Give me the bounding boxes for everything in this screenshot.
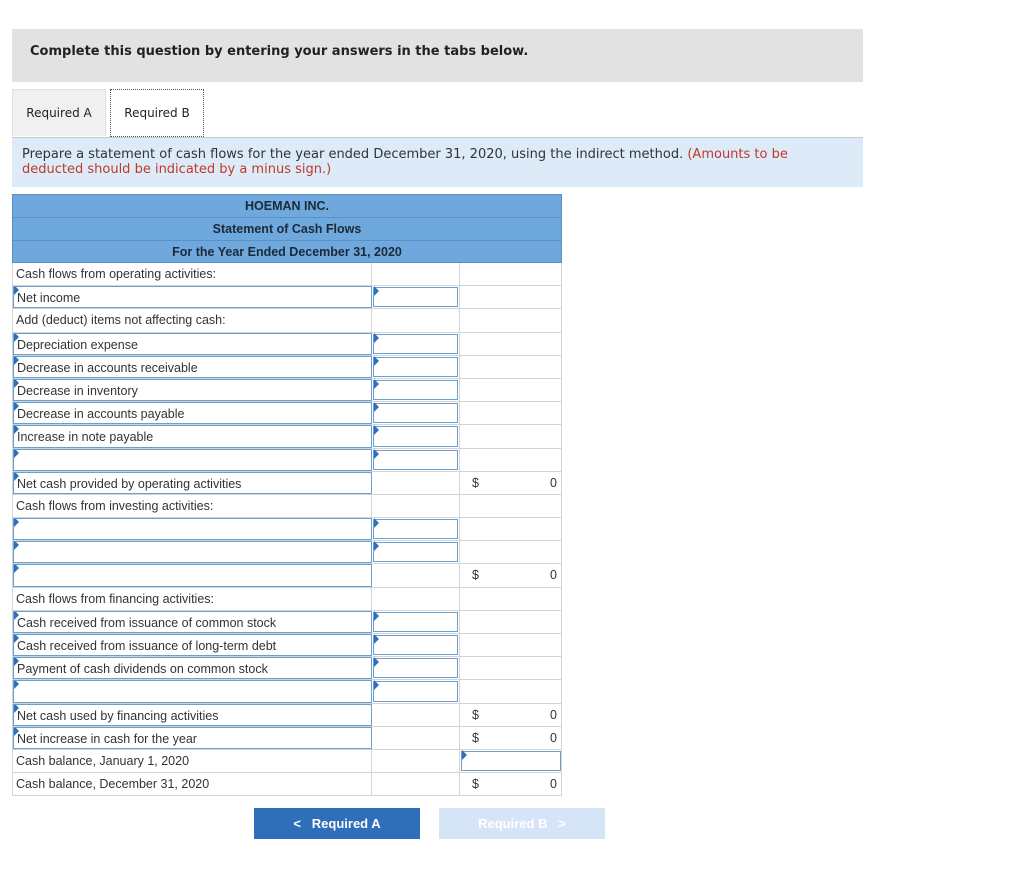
dropdown-marker-icon	[14, 657, 19, 666]
total-cell	[460, 449, 562, 471]
dropdown-marker-icon	[14, 425, 19, 434]
total-cell	[460, 680, 562, 702]
total-cell	[460, 263, 562, 285]
row-label[interactable]: Net cash used by financing activities	[13, 704, 372, 726]
statement-row	[12, 333, 562, 356]
row-label: Cash flows from operating activities:	[13, 263, 372, 285]
total-cell[interactable]	[460, 750, 562, 772]
input-marker-icon	[374, 449, 379, 459]
row-label[interactable]: Decrease in inventory	[13, 379, 372, 401]
amount-cell[interactable]	[372, 680, 460, 702]
prev-button[interactable]	[254, 808, 420, 839]
amount-cell	[372, 588, 460, 610]
total-cell	[460, 472, 562, 494]
amount-input[interactable]	[373, 450, 458, 470]
beginning-balance-input[interactable]	[461, 751, 561, 771]
total-cell	[460, 611, 562, 633]
statement-row	[12, 402, 562, 425]
total-value: 0	[550, 730, 557, 745]
total-cell	[460, 425, 562, 447]
total-cell	[460, 333, 562, 355]
input-marker-icon	[374, 379, 379, 389]
dropdown-marker-icon	[14, 286, 19, 295]
input-marker-icon	[374, 634, 379, 644]
row-label: Cash balance, January 1, 2020	[13, 750, 372, 772]
amount-cell[interactable]	[372, 333, 460, 355]
statement-row	[12, 704, 562, 727]
total-cell	[460, 309, 562, 331]
statement-row	[12, 727, 562, 750]
total-cell	[460, 727, 562, 749]
row-label[interactable]	[13, 564, 372, 586]
tab-bar	[12, 89, 863, 138]
amount-cell	[372, 704, 460, 726]
total-cell	[460, 356, 562, 378]
dropdown-marker-icon	[14, 472, 19, 481]
amount-cell[interactable]	[372, 402, 460, 424]
statement-row	[12, 309, 562, 332]
statement-row	[12, 657, 562, 680]
input-marker-icon	[374, 541, 379, 551]
input-marker-icon	[462, 750, 467, 760]
row-label: Add (deduct) items not affecting cash:	[13, 309, 372, 331]
input-marker-icon	[374, 402, 379, 412]
amount-cell[interactable]	[372, 286, 460, 308]
amount-cell[interactable]	[372, 541, 460, 563]
amount-input[interactable]	[373, 542, 458, 562]
banner-text: Complete this question by entering your answers in the tabs below.	[30, 44, 529, 59]
input-marker-icon	[374, 286, 379, 296]
amount-input[interactable]	[373, 357, 458, 377]
total-cell	[460, 495, 562, 517]
input-marker-icon	[374, 680, 379, 690]
amount-cell	[372, 750, 460, 772]
statement-row	[12, 286, 562, 309]
amount-input[interactable]	[373, 426, 458, 446]
dropdown-marker-icon	[14, 518, 19, 527]
cash-flow-statement	[12, 194, 562, 796]
chevron-left-icon: <	[293, 816, 301, 831]
dropdown-marker-icon	[14, 449, 19, 458]
row-label[interactable]	[13, 518, 372, 540]
amount-cell	[372, 309, 460, 331]
amount-input[interactable]	[373, 658, 458, 678]
input-marker-icon	[374, 333, 379, 343]
statement-row	[12, 472, 562, 495]
total-value: 0	[550, 568, 557, 583]
input-marker-icon	[374, 425, 379, 435]
amount-input[interactable]	[373, 380, 458, 400]
dropdown-marker-icon	[14, 402, 19, 411]
next-button[interactable]	[439, 808, 605, 839]
amount-cell[interactable]	[372, 611, 460, 633]
total-cell	[460, 634, 562, 656]
company-name: HOEMAN INC.	[12, 194, 562, 217]
total-cell	[460, 379, 562, 401]
statement-row	[12, 773, 562, 796]
amount-input[interactable]	[373, 612, 458, 632]
total-cell	[460, 541, 562, 563]
statement-row	[12, 263, 562, 286]
statement-rows	[12, 263, 562, 796]
total-cell	[460, 518, 562, 540]
total-cell	[460, 588, 562, 610]
input-marker-icon	[374, 356, 379, 366]
amount-cell	[372, 564, 460, 586]
next-button-label: Required B	[478, 816, 548, 831]
row-label[interactable]: Decrease in accounts receivable	[13, 356, 372, 378]
amount-cell	[372, 495, 460, 517]
amount-input[interactable]	[373, 403, 458, 423]
statement-title: Statement of Cash Flows	[12, 217, 562, 240]
amount-cell	[372, 472, 460, 494]
dropdown-marker-icon	[14, 704, 19, 713]
instructions	[12, 138, 863, 187]
amount-input[interactable]	[373, 519, 458, 539]
dropdown-marker-icon	[14, 564, 19, 573]
statement-row	[12, 379, 562, 402]
row-label[interactable]: Cash received from issuance of long-term debt	[13, 634, 372, 656]
currency-symbol: $	[472, 568, 479, 583]
amount-input[interactable]	[373, 334, 458, 354]
statement-row	[12, 518, 562, 541]
total-value: 0	[550, 707, 557, 722]
dropdown-marker-icon	[14, 541, 19, 550]
instructions-text: Prepare a statement of cash flows for the year ended December 31, 2020, using the indirect method.	[22, 147, 684, 162]
statement-row	[12, 611, 562, 634]
amount-cell[interactable]	[372, 518, 460, 540]
statement-row	[12, 495, 562, 518]
statement-row	[12, 588, 562, 611]
dropdown-marker-icon	[14, 634, 19, 643]
amount-input[interactable]	[373, 287, 458, 307]
total-cell	[460, 286, 562, 308]
currency-symbol: $	[472, 777, 479, 792]
total-cell	[460, 564, 562, 586]
statement-row	[12, 356, 562, 379]
dropdown-marker-icon	[14, 611, 19, 620]
amount-cell[interactable]	[372, 379, 460, 401]
statement-row	[12, 449, 562, 472]
total-value: 0	[550, 777, 557, 792]
row-label[interactable]: Net income	[13, 286, 372, 308]
total-cell	[460, 704, 562, 726]
dropdown-marker-icon	[14, 680, 19, 689]
row-label: Cash flows from financing activities:	[13, 588, 372, 610]
row-label[interactable]: Net cash provided by operating activities	[13, 472, 372, 494]
row-label[interactable]	[13, 541, 372, 563]
tab-required-b[interactable]: Required B	[110, 89, 204, 137]
amount-cell[interactable]	[372, 356, 460, 378]
amount-input[interactable]	[373, 635, 458, 655]
row-label[interactable]	[13, 449, 372, 471]
row-label: Cash flows from investing activities:	[13, 495, 372, 517]
total-cell	[460, 657, 562, 679]
prev-button-label: Required A	[311, 816, 381, 831]
row-label[interactable]	[13, 680, 372, 702]
input-marker-icon	[374, 611, 379, 621]
amount-cell[interactable]	[372, 657, 460, 679]
statement-row	[12, 750, 562, 773]
amount-cell[interactable]	[372, 449, 460, 471]
statement-row	[12, 680, 562, 703]
instructions-note: (Amounts to be deducted should be indicated by a minus sign.)	[22, 147, 788, 177]
row-label[interactable]: Payment of cash dividends on common stock	[13, 657, 372, 679]
chevron-right-icon: >	[558, 816, 566, 831]
amount-cell[interactable]	[372, 425, 460, 447]
dropdown-marker-icon	[14, 333, 19, 342]
total-cell	[460, 773, 562, 795]
row-label: Cash balance, December 31, 2020	[13, 773, 372, 795]
row-label[interactable]: Depreciation expense	[13, 333, 372, 355]
amount-cell[interactable]	[372, 634, 460, 656]
amount-cell	[372, 263, 460, 285]
currency-symbol: $	[472, 730, 479, 745]
statement-row	[12, 564, 562, 587]
statement-period: For the Year Ended December 31, 2020	[12, 240, 562, 263]
dropdown-marker-icon	[14, 379, 19, 388]
row-label[interactable]: Increase in note payable	[13, 425, 372, 447]
amount-cell	[372, 727, 460, 749]
row-label[interactable]: Net increase in cash for the year	[13, 727, 372, 749]
statement-row	[12, 541, 562, 564]
instruction-banner	[12, 29, 863, 82]
input-marker-icon	[374, 657, 379, 667]
statement-row	[12, 634, 562, 657]
total-cell	[460, 402, 562, 424]
tab-required-a[interactable]: Required A	[12, 89, 106, 136]
row-label[interactable]: Cash received from issuance of common stock	[13, 611, 372, 633]
dropdown-marker-icon	[14, 727, 19, 736]
row-label[interactable]: Decrease in accounts payable	[13, 402, 372, 424]
amount-cell	[372, 773, 460, 795]
amount-input[interactable]	[373, 681, 458, 701]
currency-symbol: $	[472, 707, 479, 722]
total-value: 0	[550, 475, 557, 490]
statement-row	[12, 425, 562, 448]
input-marker-icon	[374, 518, 379, 528]
currency-symbol: $	[472, 475, 479, 490]
dropdown-marker-icon	[14, 356, 19, 365]
